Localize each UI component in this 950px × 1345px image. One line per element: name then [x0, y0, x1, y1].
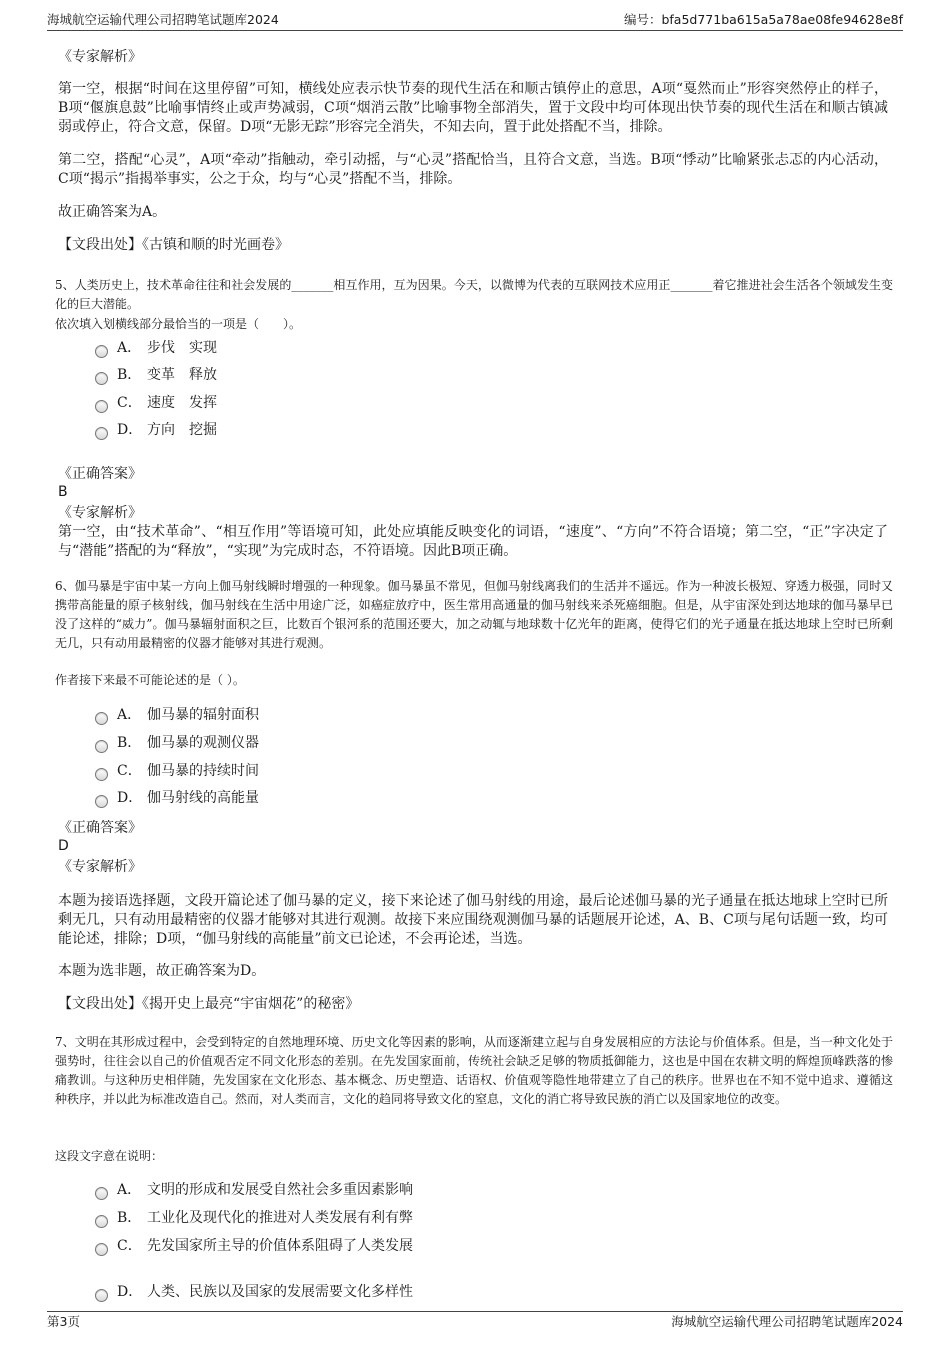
q4-analysis-label: 《专家解析》	[58, 49, 142, 65]
q6-option-c[interactable]: C． 伽马暴的持续时间	[95, 760, 259, 782]
q6-option-a[interactable]: A． 伽马暴的辐射面积	[95, 704, 259, 726]
radio-button-icon[interactable]	[95, 345, 108, 358]
page-header	[47, 10, 903, 31]
q5-answer-label: 《正确答案》	[58, 466, 142, 482]
footer-title: 海城航空运输代理公司招聘笔试题库2024	[671, 1314, 903, 1329]
radio-button-icon[interactable]	[95, 1243, 108, 1256]
q4-analysis-para1: 第一空，根据“时间在这里停留”可知，横线处应表示快节奏的现代生活在和顺古镇停止的意思，A项“戛然而止”形容突然停止的样子，B项“偃旗息鼓”比喻事情终止或声势减弱，C项“烟消云散”比喻事物全部消失，置于文段中均可体现出快节奏的现代生活在和顺古镇减弱或停止，符合文意，保留。D项“无影无踪”形容完全消失，不知去向，置于此处搭配不当，排除。	[58, 81, 888, 135]
q4-analysis-para2: 第二空，搭配“心灵”，A项“牵动”指触动，牵引动摇，与“心灵”搭配恰当，且符合文意，当选。B项“悸动”比喻紧张忐忑的内心活动，C项“揭示”指揭举事实，公之于众，均与“心灵”搭配不当，排除。	[58, 152, 888, 187]
q5-option-b[interactable]: B． 变革 释放	[95, 364, 217, 386]
page-footer	[47, 1311, 903, 1332]
q6-stem: 6、伽马暴是宇宙中某一方向上伽马射线瞬时增强的一种现象。伽马暴虽不常见，但伽马射线离我们的生活并不遥远。作为一种波长极短、穿透力极强，同时又携带高能量的原子核射线，伽马射线在生活中用途广泛，如癌症放疗中，医生常用高通量的伽马射线来杀死癌细胞。但是，从宇宙深处到达地球的伽马暴早已没了这样的“威力”。伽马暴辐射面积之巨，比数百个银河系的范围还要大，加之动辄与地球数十亿光年的距离，使得它们的光子通量在抵达地球上空时已所剩无几，只有动用最精密的仪器才能够对其进行观测。	[55, 579, 893, 650]
page-number: 第3页	[47, 1314, 80, 1329]
header-title: 海城航空运输代理公司招聘笔试题库2024	[47, 12, 279, 27]
q5-option-c[interactable]: C． 速度 发挥	[95, 392, 217, 414]
radio-button-icon[interactable]	[95, 1187, 108, 1200]
header-doc-id: 编号：bfa5d771ba615a5a78ae08fe94628e8f	[623, 12, 903, 27]
radio-button-icon[interactable]	[95, 372, 108, 385]
q6-prompt: 作者接下来最不可能论述的是（ ）。	[55, 673, 245, 687]
radio-button-icon[interactable]	[95, 427, 108, 440]
radio-button-icon[interactable]	[95, 768, 108, 781]
q5-analysis: 第一空，由“技术革命”、“相互作用”等语境可知，此处应填能反映变化的词语，“速度”、“方向”不符合语境；第二空，“正”字决定了与“潜能”搭配的为“释放”，“实现”为完成时态，不符语境。因此B项正确。	[58, 524, 888, 559]
radio-button-icon[interactable]	[95, 1289, 108, 1302]
q7-prompt: 这段文字意在说明：	[55, 1149, 164, 1163]
radio-button-icon[interactable]	[95, 712, 108, 725]
q6-conclusion: 本题为选非题，故正确答案为D。	[58, 963, 266, 979]
q5-analysis-label: 《专家解析》	[58, 505, 142, 521]
radio-button-icon[interactable]	[95, 400, 108, 413]
q7-stem: 7、文明在其形成过程中，会受到特定的自然地理环境、历史文化等因素的影响，从而逐渐建立起与自身发展相应的方法论与价值体系。但是，当一种文化处于强势时，往往会以自己的价值观否定不同文化形态的差别。在先发国家面前，传统社会缺乏足够的物质抵御能力，这也是中国在农耕文明的辉煌顶峰跌落的惨痛教训。与这种历史相伴随，先发国家在文化形态、基本概念、历史塑造、话语权、价值观等隐性地带建立了自己的秩序。世界也在不知不觉中追求、遵循这种秩序，并以此为标准改造自己。然而，对人类而言，文化的趋同将导致文化的窒息，文化的消亡将导致民族的消亡以及国家地位的改变。	[55, 1035, 893, 1106]
q4-source: 【文段出处】《古镇和顺的时光画卷》	[58, 237, 289, 253]
q6-option-d[interactable]: D． 伽马射线的高能量	[95, 787, 259, 809]
q6-answer: D	[58, 838, 69, 854]
q6-option-b[interactable]: B． 伽马暴的观测仪器	[95, 732, 259, 754]
q7-option-c[interactable]: C． 先发国家所主导的价值体系阻碍了人类发展	[95, 1235, 413, 1257]
q7-option-a[interactable]: A． 文明的形成和发展受自然社会多重因素影响	[95, 1179, 413, 1201]
q6-answer-label: 《正确答案》	[58, 820, 142, 836]
q5-stem: 5、人类历史上，技术革命往往和社会发展的_______相互作用，互为因果。今天，以微博为代表的互联网技术应用正_______着它推进社会生活各个领域发生变化的巨大潜能。	[55, 278, 893, 311]
q5-prompt: 依次填入划横线部分最恰当的一项是（ ）。	[55, 317, 302, 331]
q4-conclusion: 故正确答案为A。	[58, 204, 167, 220]
q6-source: 【文段出处】《揭开史上最亮“宇宙烟花”的秘密》	[58, 996, 360, 1012]
q5-option-a[interactable]: A． 步伐 实现	[95, 337, 217, 359]
q5-option-d[interactable]: D． 方向 挖掘	[95, 419, 217, 441]
radio-button-icon[interactable]	[95, 795, 108, 808]
q7-option-b[interactable]: B． 工业化及现代化的推进对人类发展有利有弊	[95, 1207, 413, 1229]
radio-button-icon[interactable]	[95, 1215, 108, 1228]
q6-analysis-label: 《专家解析》	[58, 859, 142, 875]
radio-button-icon[interactable]	[95, 740, 108, 753]
q7-option-d[interactable]: D． 人类、民族以及国家的发展需要文化多样性	[95, 1281, 413, 1303]
q5-answer: B	[58, 484, 68, 500]
q6-analysis: 本题为接语选择题，文段开篇论述了伽马暴的定义，接下来论述了伽马射线的用途，最后论述伽马暴的光子通量在抵达地球上空时已所剩无几，只有动用最精密的仪器才能够对其进行观测。故接下来应围绕观测伽马暴的话题展开论述，A、B、C项与尾句话题一致，均可能论述，排除；D项，“伽马射线的高能量”前文已论述，不会再论述，当选。	[58, 893, 888, 947]
